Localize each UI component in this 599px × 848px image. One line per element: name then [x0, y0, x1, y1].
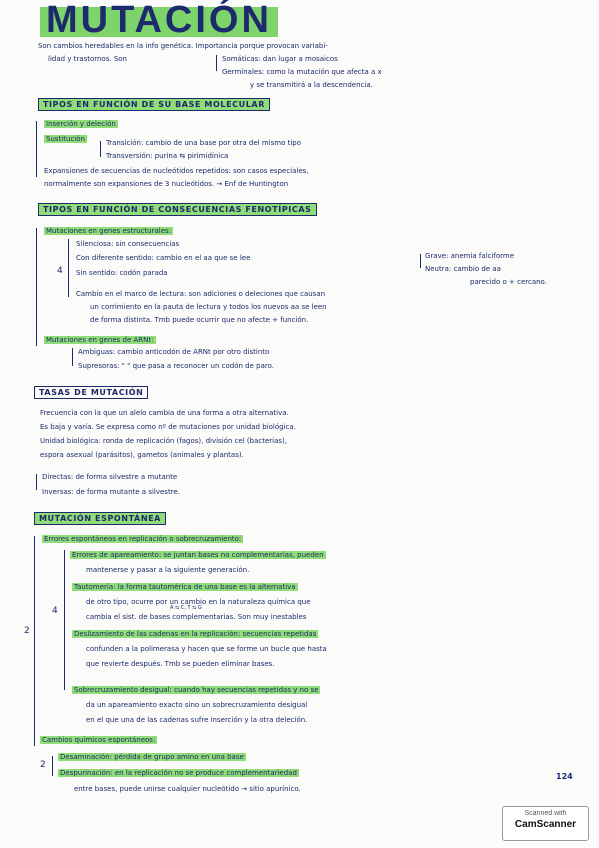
fenotipicas-diferente-sentido: Con diferente sentido: cambio en el aa que se lee: [76, 254, 251, 262]
espontanea-tautomeria-3: cambia el sist. de bases complementarias. Son muy inestables: [86, 613, 307, 621]
espontanea-sobrecruzamiento-3: en el que una de las cadenas sufre inserción y la otra deleción.: [86, 716, 308, 724]
fenotipicas-grave: Grave: anemia falciforme: [425, 252, 515, 260]
fenotipicas-marco-lectura-1: Cambio en el marco de lectura: son adiciones o deleciones que causan: [76, 290, 326, 298]
tasas-line-3: Unidad biológica: ronda de replicación (fagos), división cel (bacterias),: [40, 437, 287, 445]
margin-number-2: 2: [24, 626, 30, 636]
intro-somaticas: Somáticas: dan lugar a mosaicos: [222, 55, 338, 63]
fenotipicas-marco-lectura-3: de forma distinta. Tmb puede ocurrir que no afecte + función.: [90, 316, 309, 324]
tasas-line-4: espora asexual (parásitos), gametos (animales y plantas).: [40, 451, 244, 459]
stamp-line-2: CamScanner: [514, 819, 577, 830]
tasas-directas: Directas: de forma silvestre a mutante: [42, 473, 178, 481]
bracket-tasas: [36, 474, 37, 490]
intro-germinales: Germinales: como la mutación que afecta a x: [222, 68, 382, 76]
espontanea-desaminacion: Desaminación: pérdida de grupo amino en una base: [60, 753, 244, 761]
tasas-inversas: Inversas: de forma mutante a silvestre.: [42, 488, 180, 496]
espontanea-apareamiento-2: mantenerse y pasar a la siguiente generación.: [86, 566, 250, 574]
espontanea-deslizamiento-3: que revierte después. Tmb se pueden eliminar bases.: [86, 660, 275, 668]
fenotipicas-supresoras: Supresoras: " " que pasa a reconocer un codón de paro.: [78, 362, 274, 370]
fenotipicas-silenciosa: Silenciosa: sin consecuencias: [76, 240, 180, 248]
intro-line-2: lidad y trastornos. Son: [48, 55, 127, 63]
espontanea-tautomeria-2: de otro tipo, ocurre por un cambio en la naturaleza química que: [86, 598, 311, 606]
espontanea-sobrecruzamiento-2: da un apareamiento exacto sino un sobrecruzamiento desigual: [86, 701, 308, 709]
heading-mutacion-espontanea: MUTACIÓN ESPONTÁNEA: [34, 512, 166, 525]
bracket-estructurales: [68, 239, 69, 297]
espontanea-despurinacion-2: entre bases, puede unirse cualquier nucleótido → sitio apurínico.: [74, 785, 301, 793]
espontanea-deslizamiento: Deslizamiento de las cadenas en la replicación: secuencias repetidas: [74, 630, 317, 638]
heading-tasas-mutacion: TASAS DE MUTACIÓN: [34, 386, 148, 399]
fenotipicas-sin-sentido: Sin sentido: codón parada: [76, 269, 168, 277]
molecular-sustitucion: Sustitución: [46, 135, 85, 143]
espontanea-sobrecruzamiento: Sobrecruzamiento desigual: cuando hay secuencias repetidas y no se: [74, 686, 319, 694]
bracket-grave-neutra: [420, 254, 421, 268]
espontanea-errores-replicacion: Errores espontáneos en replicación o sobrecruzamiento:: [44, 535, 242, 543]
intro-line-5: y se transmitirá a la descendencia.: [250, 81, 373, 89]
tasas-line-2: Es baja y varía. Se expresa como nº de mutaciones por unidad biológica.: [40, 423, 296, 431]
bracket-errores: [64, 550, 65, 690]
molecular-expansiones-2: normalmente son expansiones de 3 nucleótidos. → Enf de Huntington: [44, 180, 289, 188]
espontanea-errores-apareamiento: Errores de apareamiento: se juntan bases no complementarias, pueden: [72, 551, 324, 559]
fenotipicas-neutra: Neutra: cambio de aa: [425, 265, 501, 273]
margin-number-1: 4: [57, 266, 63, 276]
bracket-arnt: [72, 348, 73, 366]
heading-base-molecular: TIPOS EN FUNCIÓN DE SU BASE MOLECULAR: [38, 98, 270, 111]
espontanea-deslizamiento-2: confunden a la polimerasa y hacen que se forme un bucle que hasta: [86, 645, 327, 653]
bracket-molecular: [36, 121, 37, 177]
fenotipicas-ambiguas: Ambiguas: cambio anticodón de ARNt por otro distinto: [78, 348, 270, 356]
fenotipicas-neutra-2: parecido o + cercano.: [470, 278, 547, 286]
espontanea-tautomeria: Tautomería: la forma tautomérica de una base es la alternativa: [74, 583, 296, 591]
fenotipicas-marco-lectura-2: un corrimiento en la pauta de lectura y todos los nuevos aa se leen: [90, 303, 327, 311]
espontanea-tautomeria-bases: A ⇆ C, T ⇆ G: [170, 605, 202, 611]
page-number: 124: [556, 772, 573, 781]
heading-consecuencias-fenotipicas: TIPOS EN FUNCIÓN DE CONSECUENCIAS FENOTÍPICAS: [38, 203, 317, 216]
margin-number-4: 2: [40, 760, 46, 770]
fenotipicas-genes-estructurales: Mutaciones en genes estructurales:: [46, 227, 172, 235]
molecular-insercion: Inserción y deleción: [46, 120, 116, 128]
bracket-espontanea: [34, 536, 35, 746]
page-title: MUTACIÓN: [40, 0, 278, 40]
molecular-transicion: Transición: cambio de una base por otra del mismo tipo: [106, 139, 301, 147]
fenotipicas-genes-arnt: Mutaciones en genes de ARNt:: [46, 336, 154, 344]
margin-number-3: 4: [52, 606, 58, 616]
molecular-transversion: Transversión: purina ⇆ pirimidínica: [106, 152, 229, 160]
bracket-quimicos: [52, 756, 53, 776]
tasas-line-1: Frecuencia con la que un alelo cambia de una forma a otra alternativa.: [40, 409, 289, 417]
camscanner-watermark: [502, 806, 589, 841]
stamp-line-1: Scanned with: [524, 810, 567, 817]
bracket-sustitucion: [100, 141, 101, 157]
intro-bracket: [216, 55, 217, 71]
molecular-expansiones-1: Expansiones de secuencias de nucleótidos repetidos: son casos especiales,: [44, 167, 309, 175]
intro-line-1: Son cambios heredables en la info genética. Importancia porque provocan variabi-: [38, 42, 328, 50]
espontanea-despurinacion: Despurinación: en la replicación no se produce complementariedad: [60, 769, 297, 777]
espontanea-cambios-quimicos: Cambios químicos espontáneos:: [42, 736, 156, 744]
bracket-fenotipicas: [36, 228, 37, 346]
